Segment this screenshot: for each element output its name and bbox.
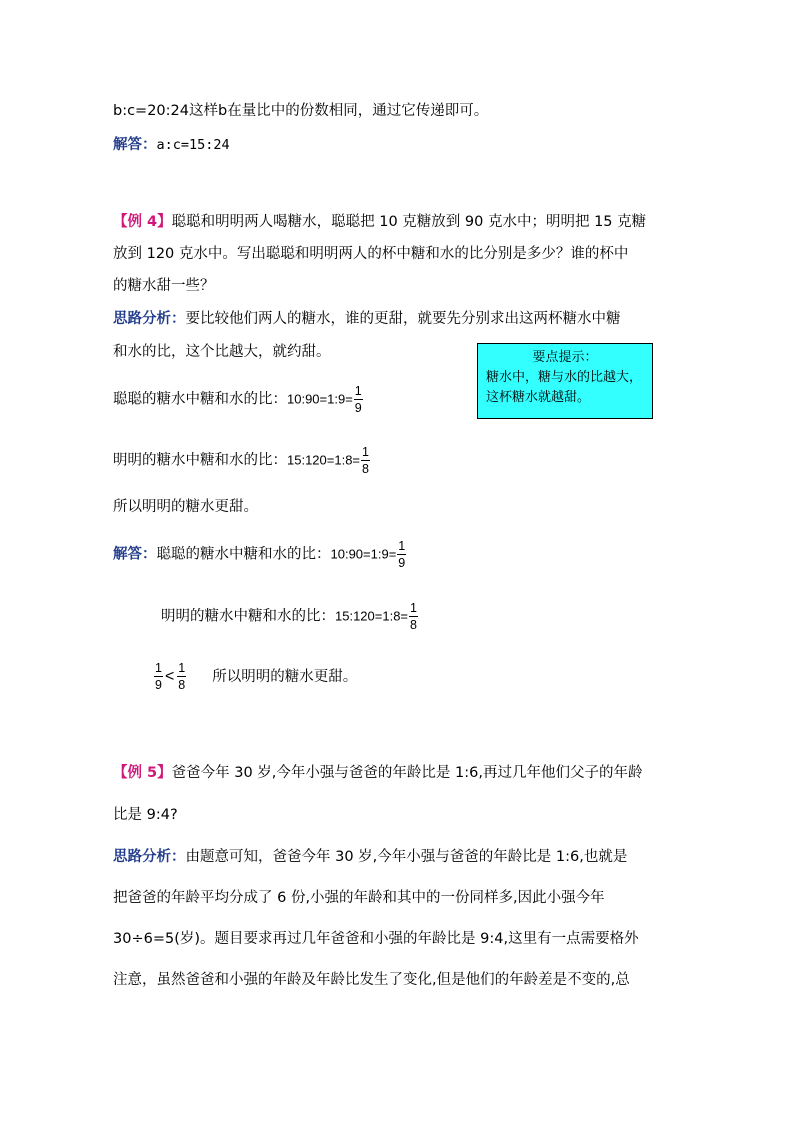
conclusion-line: 所以明明的糖水更甜。 bbox=[113, 499, 258, 515]
hint-line-1: 糖水中，糖与水的比越大， bbox=[486, 370, 643, 385]
example-5-analysis-line-3: 30÷6=5(岁)。题目要求再过几年爸爸和小强的年龄比是 9:4,这里有一点需要格外 bbox=[113, 931, 639, 947]
key-point-hint-box bbox=[477, 343, 653, 419]
fraction-one-eighth: $\frac{1}{8}$ bbox=[362, 445, 369, 476]
mingming-ratio-line: 明明的糖水中糖和水的比：15:120=1:8= $\frac{1}{8}$ bbox=[113, 445, 369, 476]
congcong-ratio-line: 聪聪的糖水中糖和水的比：10:90=1:9= $\frac{1}{9}$ bbox=[113, 384, 362, 415]
fraction-one-eighth: $\frac{1}{8}$ bbox=[178, 661, 186, 692]
analysis-label: 思路分析： bbox=[113, 311, 186, 327]
fraction-one-ninth: $\frac{1}{9}$ bbox=[354, 384, 362, 415]
example-4-question-line-1: 【例 4】聪聪和明明两人喝糖水，聪聪把 10 克糖放到 90 克水中；明明把 15 克糖 bbox=[113, 214, 647, 230]
example-4-question-line-3: 的糖水甜一些？ bbox=[113, 278, 215, 294]
example-4-analysis-line-2: 和水的比，这个比越大，就约甜。 bbox=[113, 344, 331, 360]
answer-label: 解答： bbox=[113, 137, 157, 153]
example-5-analysis-line-2: 把爸爸的年龄平均分成了 6 份,小强的年龄和其中的一份同样多,因此小强今年 bbox=[113, 890, 605, 906]
less-than-sign: < bbox=[164, 667, 175, 685]
example-5-analysis-line-1: 思路分析：由题意可知，爸爸今年 30 岁,今年小强与爸爸的年龄比是 1:6,也就是 bbox=[113, 849, 628, 865]
text-line bbox=[113, 101, 488, 121]
fraction-one-eighth: $\frac{1}{8}$ bbox=[410, 601, 417, 632]
answer-line bbox=[113, 135, 230, 155]
answer-mingming-line: 明明的糖水中糖和水的比：15:120=1:8= $\frac{1}{8}$ bbox=[161, 601, 417, 632]
answer-value: a:c=15:24 bbox=[156, 137, 230, 153]
example-5-question-line-1: 【例 5】爸爸今年 30 岁,今年小强与爸爸的年龄比是 1:6,再过几年他们父子的年龄 bbox=[113, 765, 643, 781]
example-5-analysis-line-4: 注意，虽然爸爸和小强的年龄及年龄比发生了变化,但是他们的年龄差是不变的,总 bbox=[113, 972, 630, 988]
answer-congcong-line: 解答：聪聪的糖水中糖和水的比：10:90=1:9= $\frac{1}{9}$ bbox=[113, 539, 406, 570]
example-4-tag: 【例 4】 bbox=[113, 214, 172, 230]
hint-title: 要点提示： bbox=[532, 350, 598, 365]
example-4-analysis-line-1: 思路分析：要比较他们两人的糖水，谁的更甜，就要先分别求出这两杯糖水中糖 bbox=[113, 311, 621, 327]
ratio-transfer-text: b:c=20:24这样b在量比中的份数相同，通过它传递即可。 bbox=[113, 103, 489, 119]
fraction-one-ninth: $\frac{1}{9}$ bbox=[398, 539, 406, 570]
example-4-question-line-2: 放到 120 克水中。写出聪聪和明明两人的杯中糖和水的比分别是多少？谁的杯中 bbox=[113, 246, 629, 262]
fraction-one-ninth: $\frac{1}{9}$ bbox=[155, 661, 162, 692]
comparison-line bbox=[153, 660, 357, 693]
analysis-label: 思路分析： bbox=[113, 849, 186, 865]
final-conclusion: 所以明明的糖水更甜。 bbox=[212, 668, 358, 685]
answer-label: 解答： bbox=[113, 546, 157, 563]
example-5-question-line-2: 比是 9:4? bbox=[113, 807, 178, 823]
example-5-tag: 【例 5】 bbox=[113, 765, 172, 781]
hint-line-2: 这杯糖水就越甜。 bbox=[486, 390, 591, 405]
